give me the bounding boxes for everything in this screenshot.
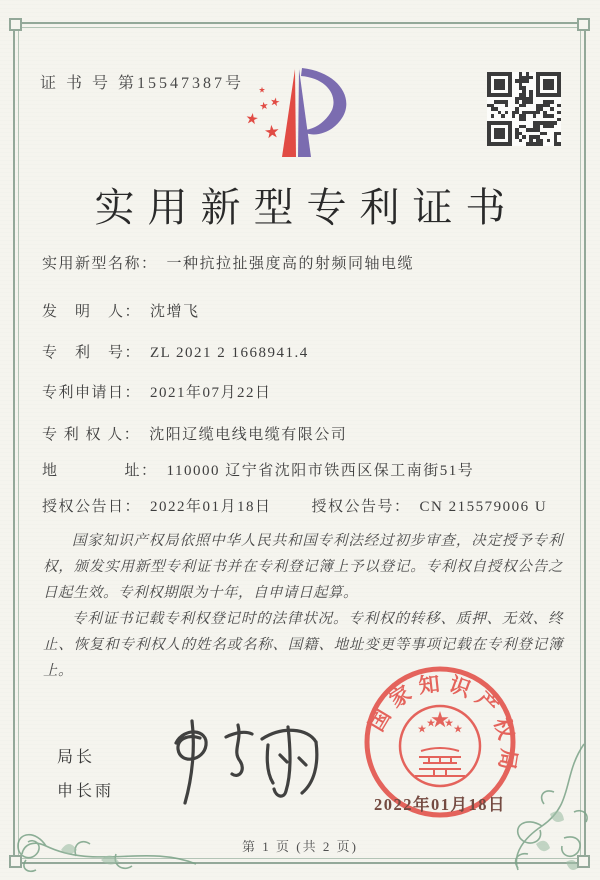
- handwritten-signature: [150, 713, 330, 811]
- logo-star-icon: [270, 97, 280, 107]
- field-value: 沈阳辽缆电线电缆有限公司: [149, 427, 348, 443]
- national-emblem-icon: [400, 706, 480, 786]
- border-corner-knot: [577, 855, 590, 868]
- field-address: [42, 459, 564, 480]
- border-corner-knot: [577, 18, 590, 31]
- field-patent-number: [42, 341, 564, 362]
- field-patentee: [42, 423, 564, 444]
- field-value: 2021年07月22日: [150, 385, 272, 401]
- commissioner-name: 申长雨: [57, 783, 115, 800]
- field-filing-date: [42, 381, 564, 402]
- field-inventor: [42, 300, 564, 321]
- logo-star-icon: [259, 101, 268, 110]
- logo-star-icon: [246, 112, 259, 124]
- seal-text: 国家知识产权局: [364, 671, 521, 779]
- border-corner-knot: [9, 855, 22, 868]
- qr-code: [487, 72, 561, 146]
- field-utility-model-name: [42, 252, 564, 273]
- legal-paragraph-2: 专利证书记载专利权登记时的法律状况。专利权的转移、质押、无效、终止、恢复和专利权人的姓名或名称、国籍、地址变更等事项记载在专利登记簿上。: [43, 611, 563, 679]
- seal-date: 2022年01月18日: [374, 795, 506, 814]
- field-grant-date-and-number: [42, 495, 564, 516]
- certificate-title: 实用新型专利证书: [94, 185, 519, 230]
- field-value: ZL 2021 2 1668941.4: [150, 345, 309, 361]
- logo-p-bowl: [301, 68, 346, 134]
- field-label: 专 利 号：: [42, 345, 142, 361]
- field-value: 一种抗拉扯强度高的射频同轴电缆: [166, 256, 415, 272]
- logo-star-icon: [259, 87, 265, 93]
- field-value: 2022年01月18日: [150, 499, 272, 515]
- logo-purple-wedge: [298, 69, 311, 157]
- certificate-number: 证 书 号 第15547387号: [40, 75, 245, 92]
- border-corner-knot: [9, 18, 22, 31]
- legal-paragraph-1: 国家知识产权局依照中华人民共和国专利法经过初步审查，决定授予专利权，颁发实用新型专利证书并在专利登记簿上予以登记。专利权自授权公告之日起生效。专利权期限为十年，自申请日起算。: [43, 533, 563, 601]
- field-label: 专利申请日：: [42, 385, 142, 401]
- cnipa-logo-icon: [224, 60, 380, 172]
- logo-star-icon: [264, 124, 279, 138]
- field-value: 沈增飞: [150, 304, 200, 320]
- logo-red-wedge: [282, 69, 296, 157]
- commissioner-title: 局长: [57, 749, 96, 766]
- field-label: 授权公告号：: [311, 499, 411, 515]
- field-label: 实用新型名称：: [42, 256, 158, 272]
- field-label: 发 明 人：: [42, 304, 142, 320]
- field-value: 110000 辽宁省沈阳市铁西区保工南街51号: [166, 463, 475, 479]
- field-label: 地 址：: [42, 463, 158, 479]
- legal-text: [43, 528, 563, 684]
- field-label: 授权公告日：: [42, 499, 142, 515]
- qr-module: [557, 142, 561, 146]
- page-number: 第 1 页 (共 2 页): [242, 839, 358, 854]
- field-value: CN 215579006 U: [419, 499, 548, 515]
- field-label: 专 利 权 人：: [42, 427, 141, 443]
